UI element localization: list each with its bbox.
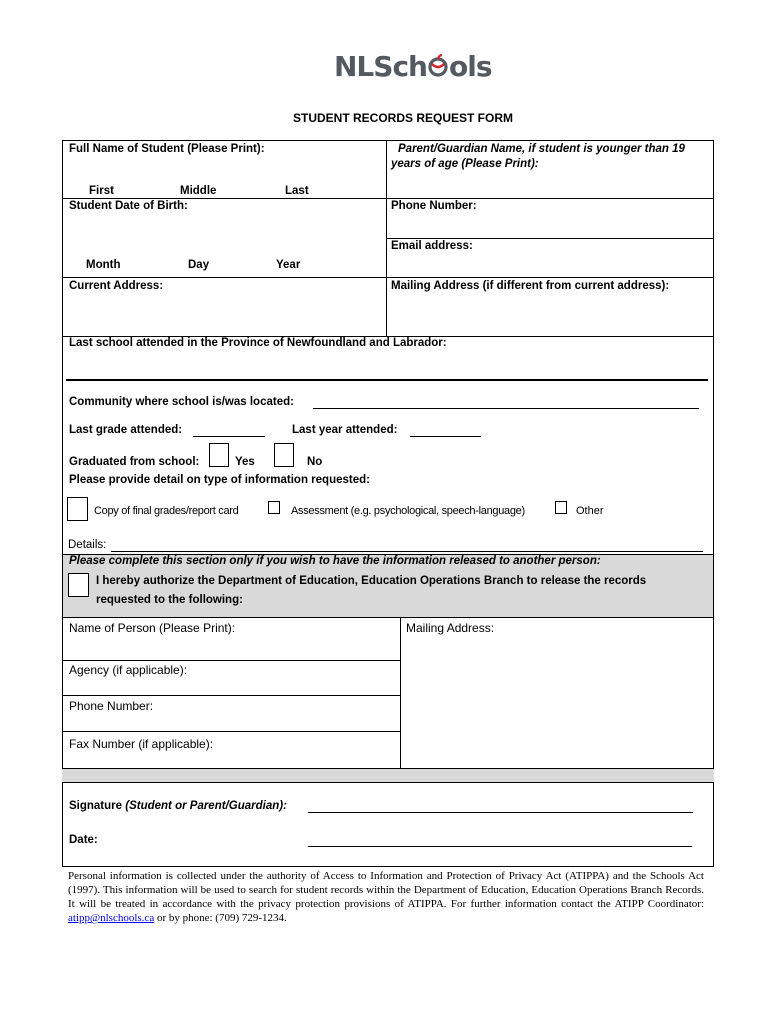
signature-line[interactable] [308,812,693,813]
last-grade-line[interactable] [193,436,265,437]
day-label: Day [188,259,210,271]
info-detail-label: Please provide detail on type of information requested: [69,474,370,486]
full-name-label: Full Name of Student (Please Print): [69,143,265,155]
last-label: Last [285,185,309,197]
current-address-label: Current Address: [69,280,164,292]
signature-label-text: Signature [69,800,123,812]
graduated-no-checkbox[interactable] [274,443,294,467]
other-option-label: Other [576,505,604,517]
authorize-line-1: I hereby authorize the Department of Education, Education Operations Branch to release the records [96,575,647,587]
assessment-checkbox[interactable] [268,501,280,514]
recipient-name-label: Name of Person (Please Print): [69,621,236,635]
community-line[interactable] [313,408,699,409]
details-line[interactable] [111,551,703,552]
last-year-line[interactable] [410,436,481,437]
nlschools-logo [334,50,491,83]
last-school-line[interactable] [66,379,708,381]
fax-label: Fax Number (if applicable): [69,737,214,751]
date-line[interactable] [308,846,692,847]
logo-text-post: ols [448,50,492,83]
authorize-checkbox[interactable] [68,573,89,597]
grades-checkbox[interactable] [67,497,88,521]
phone-label: Phone Number: [391,200,477,212]
signature-label [69,800,287,812]
recipient-mailing-label: Mailing Address: [406,621,495,635]
graduated-label: Graduated from school: [69,456,200,468]
last-school-label: Last school attended in the Province of Newfoundland and Labrador: [69,337,447,349]
atipp-email-link[interactable]: atipp@nlschools.ca [68,912,155,924]
parent-name-label-1: Parent/Guardian Name, if student is younger than 19 [398,143,685,155]
authorize-line-2: requested to the following: [96,594,243,606]
grades-option-label: Copy of final grades/report card [94,505,239,517]
form-title: STUDENT RECORDS REQUEST FORM [292,111,513,125]
dob-label: Student Date of Birth: [69,200,188,212]
no-label: No [307,456,323,468]
release-header: Please complete this section only if you wish to have the information released to another person: [69,555,601,567]
middle-label: Middle [180,185,217,197]
signature-label-italic: (Student or Parent/Guardian): [125,800,287,812]
yes-label: Yes [235,456,255,468]
privacy-text: Personal information is collected under the authority of Access to Information and Protection of Privacy Act (ATIPPA) and the Schools Act (1997). This information will be used to search for student records within the Department of Education, Education Operations Branch Records. It will be treated in accordance with the privacy protection provisions of ATIPPA. For further information contact the ATIPP Coordinator: [68,870,704,910]
date-label: Date: [69,834,98,846]
mailing-address-label: Mailing Address (if different from current address): [391,280,670,292]
community-label: Community where school is/was located: [69,396,294,408]
graduated-yes-checkbox[interactable] [209,443,229,467]
other-checkbox[interactable] [555,501,567,514]
last-grade-label: Last grade attended: [69,424,183,436]
assessment-option-label: Assessment (e.g. psychological, speech-language) [291,505,525,517]
privacy-notice [68,869,704,925]
month-label: Month [86,259,121,271]
atipp-phone: or by phone: (709) 729-1234. [156,912,287,924]
recipient-phone-label: Phone Number: [69,699,154,713]
first-label: First [89,185,114,197]
logo-text-pre: NLSch [334,50,427,83]
apple-icon [427,52,449,74]
details-label: Details: [68,539,107,551]
year-label: Year [276,259,301,271]
last-year-label: Last year attended: [292,424,398,436]
parent-name-label-2: years of age (Please Print): [391,158,539,170]
email-label: Email address: [391,240,473,252]
agency-label: Agency (if applicable): [69,663,188,677]
